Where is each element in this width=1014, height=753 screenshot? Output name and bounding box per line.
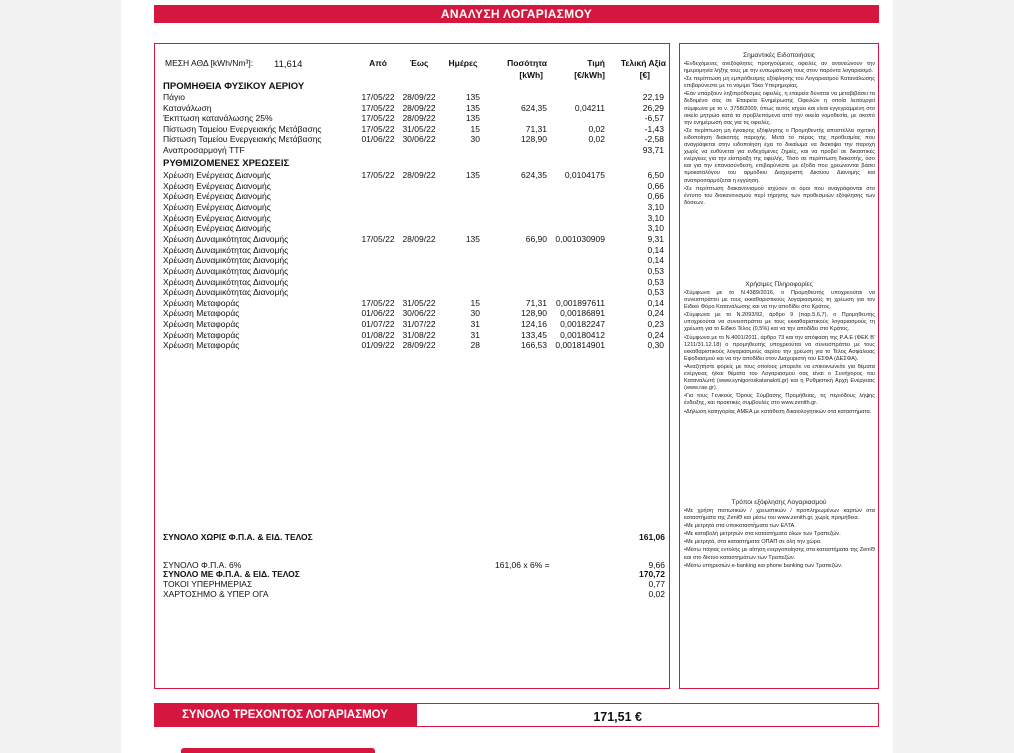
cell-total: 6,50 [647, 170, 664, 180]
info-paragraph: •Σύμφωνα με το Ν.4001/2011, άρθρο 73 και την απόφαση της Ρ.Α.Ε (ΦΕΚ Β' 1211/31.12.18) ο προμηθευτής υποχρεούται να συνεισπράττει με τους εκκαθαριστικούς λογαριασμούς αερίου την χρέωση για το Τέλος Ασφάλειας Εφοδιασμού και να την αποδίδει στον Διαχειριστή του ΕΣΦΑ (ΔΕΣΦΑ). [684, 334, 875, 362]
cell-days: 135 [465, 170, 480, 180]
cell-from: 01/07/22 [361, 319, 395, 330]
cell-desc: Χρέωση Ενέργειας Διανομής [163, 180, 271, 191]
cell-qty: 66,90 [525, 233, 547, 244]
notice-paragraph: •Σε περίπτωση μη εμπρόθεσμης εξόφλησης του Λογαριασμού Κατανάλωσης επιβαρύνεστε με το νόμιμο Τόκο Υπερημερίας. [684, 76, 875, 90]
col-from-header: Από [369, 58, 387, 68]
col-to-header: Έως [409, 58, 429, 68]
vat-calculation: 161,06 x 6% = [495, 560, 550, 570]
vat-value: 9,66 [648, 560, 665, 570]
cell-qty: 128,90 [521, 308, 547, 319]
cell-days: 135 [465, 102, 480, 113]
subtotal-value: 161,06 [639, 532, 665, 542]
cell-qty: 624,35 [521, 102, 547, 113]
bill-page [121, 0, 893, 753]
cell-days: 30 [470, 308, 480, 319]
cell-desc: Χρέωση Μεταφοράς [163, 297, 240, 308]
cell-desc: Χρέωση Μεταφοράς [163, 319, 240, 330]
grand-total-label: ΣΥΝΟΛΟ ΤΡΕΧΟΝΤΟΣ ΛΟΓΑΡΙΑΣΜΟΥ [154, 703, 416, 727]
cell-days: 31 [470, 319, 480, 330]
cell-from: 17/05/22 [361, 113, 395, 124]
cell-qty: 128,90 [521, 134, 547, 145]
cell-days: 28 [470, 340, 480, 351]
stamp-label: ΧΑΡΤΟΣΗΜΟ & ΥΠΕΡ ΟΓΑ [163, 589, 269, 599]
notices-panel [679, 43, 879, 689]
cell-price: 0,0104175 [564, 170, 605, 180]
cell-total: 0,66 [647, 180, 664, 191]
notice-paragraph: •Ενδεχόμενες ανεξόφλητες προηγούμενες οφειλές αν ανανεώνουν την ημερομηνία λήξης τους με την ενσωμάτωσή τους στον παρόντα λογαριασμό. [684, 61, 875, 75]
cell-from: 17/05/22 [361, 123, 395, 134]
cell-total: 0,53 [647, 287, 664, 298]
cell-from: 01/06/22 [361, 308, 395, 319]
cell-desc: Χρέωση Δυναμικότητας Διανομής [163, 287, 289, 298]
charges-panel [154, 43, 670, 689]
cell-days: 15 [470, 123, 480, 134]
interest-label: ΤΟΚΟΙ ΥΠΕΡΗΜΕΡΙΑΣ [163, 579, 253, 589]
payment-paragraph: •Με μετρητά στα υποκαταστήματα των ΕΛΤΑ. [684, 523, 796, 530]
col-total-header: Τελική Αξία [620, 58, 666, 68]
notice-paragraph: •Σε περίπτωση μη έγκαιρης εξόφλησης ο Προμηθευτής αποστέλλει σχετική ειδοποίηση διακοπής παροχής. Μετά το πέρας της προθεσμίας που αναγράφεται στην ειδοποίηση έχει το δικαίωμα να διακόψει την παροχή χωρίς να ευθύνεται για ενδεχόμενες ζημιές, και να προβεί σε δικαστικές ενέργειες για την είσπραξη της οφειλής. Τόσο σε περίπτωση διακοπής, όσο και για την επανασύνδεση, επιβαρύνεστε με έξοδα που χρεώνονται βάσει τιμοκαταλόγου του αρμόδιου Διαχειριστή Δικτύου Διανομής και αναπροσαρμόζεται η εγγύηση. [684, 127, 875, 184]
cell-qty: 71,31 [525, 123, 547, 134]
cell-from: 01/09/22 [361, 340, 395, 351]
regulated-section-title: ΡΥΘΜΙΖΟΜΕΝΕΣ ΧΡΕΩΣΕΙΣ [163, 158, 290, 169]
cell-total: 0,66 [647, 191, 664, 202]
cell-total: 0,24 [647, 329, 664, 340]
cell-to: 31/05/22 [402, 297, 436, 308]
cell-desc: Πάγιο [163, 92, 185, 102]
cell-from: 17/05/22 [361, 92, 395, 102]
info-paragraph: •Για τους Γενικούς Όρους Σύμβασης Προμήθειας, τις περιόδους λήψης ένδειξης, και πρακτικές συμβουλές στο www.zenith.gr. [684, 393, 875, 407]
grand-total-box [416, 703, 879, 727]
cell-price: 0,02 [588, 123, 605, 134]
cell-to: 28/09/22 [402, 113, 436, 124]
cell-from: 17/05/22 [361, 297, 395, 308]
cell-desc: Χρέωση Μεταφοράς [163, 308, 240, 319]
col-days-header: Ημέρες [448, 58, 478, 68]
cell-total: 26,29 [642, 102, 664, 113]
cell-total: -6,57 [644, 113, 664, 124]
vat-label: ΣΥΝΟΛΟ Φ.Π.Α. 6% [163, 560, 242, 570]
subtotal-label: ΣΥΝΟΛΟ ΧΩΡΙΣ Φ.Π.Α. & ΕΙΔ. ΤΕΛΟΣ [163, 532, 313, 542]
total-with-vat-label: ΣΥΝΟΛΟ ΜΕ Φ.Π.Α. & ΕΙΔ. ΤΕΛΟΣ [163, 569, 300, 579]
cell-qty: 71,31 [525, 297, 547, 308]
col-qty-unit: [kWh] [519, 70, 543, 80]
cell-from: 17/05/22 [361, 233, 395, 244]
cell-desc: Χρέωση Ενέργειας Διανομής [163, 212, 271, 223]
payment-paragraph: •Με μετρητά, στα καταστήματα ΟΠΑΠ σε όλη την χώρα. [684, 539, 822, 546]
pcs-value: 11,614 [274, 59, 303, 70]
cell-price: 0,00182247 [560, 319, 605, 330]
cell-from: 01/06/22 [361, 134, 395, 145]
cell-to: 28/09/22 [402, 102, 436, 113]
important-notices-text [684, 61, 875, 208]
col-qty-header: Ποσότητα [507, 58, 547, 68]
cell-qty: 166,53 [521, 340, 547, 351]
cell-qty: 624,35 [521, 170, 547, 180]
cell-desc: Έκπτωση κατανάλωσης 25% [163, 113, 273, 124]
cell-total: 0,23 [647, 319, 664, 330]
cell-desc: Αναπροσαρμογή TTF [163, 145, 245, 155]
cell-total: 0,14 [647, 297, 664, 308]
cell-price: 0,001030909 [555, 233, 605, 244]
cell-to: 28/09/22 [402, 92, 436, 102]
info-paragraph: •Σύμφωνα με το Ν.2093/92, άρθρο 9 (παρ.5,6,7), ο Προμηθευτής υποχρεούται να συνεισπράττει με τους εκκαθαριστικούς λογαριασμούς τη χρέωση για το Ειδικό Τέλος (0,5%) και να την αποδίδει στο Κράτος. [684, 312, 875, 333]
cell-total: -2,58 [644, 134, 664, 145]
cell-qty: 133,45 [521, 329, 547, 340]
cell-price: 0,00180412 [560, 329, 605, 340]
bill-analysis-title: ΑΝΑΛΥΣΗ ΛΟΓΑΡΙΑΣΜΟΥ [154, 5, 879, 23]
cell-desc: Χρέωση Ενέργειας Διανομής [163, 223, 271, 234]
cell-to: 31/05/22 [402, 123, 436, 134]
useful-info-text [684, 290, 875, 417]
cell-days: 135 [465, 113, 480, 124]
cell-desc: Χρέωση Δυναμικότητας Διανομής [163, 265, 289, 276]
grand-total-value: 171,51 € [593, 710, 642, 724]
payment-paragraph: •Μέσω υπηρεσιών e-banking και phone banking των Τραπεζών. [684, 562, 843, 569]
cell-to: 31/07/22 [402, 319, 436, 330]
notice-paragraph: •Σε περίπτωση διακανονισμού ισχύουν οι όροι που αναγράφονται στο έντυπο του διακανονισμού περί τήρησης των προθεσμιών εξόφλησης των δόσεων. [684, 185, 875, 206]
col-price-unit: [€/kWh] [574, 70, 605, 80]
cell-total: 0,24 [647, 308, 664, 319]
info-paragraph: •Δήλωση κατηγορίας ΑΜΕΑ με κατάθεση δικαιολογητικών στα καταστήματα. [684, 408, 872, 415]
cell-price: 0,02 [588, 134, 605, 145]
pcs-label: ΜΕΣΗ ΑΘΔ [kWh/Nm³]: [165, 58, 254, 68]
cell-days: 31 [470, 329, 480, 340]
cell-to: 30/06/22 [402, 134, 436, 145]
cell-total: 0,53 [647, 265, 664, 276]
cell-desc: Χρέωση Δυναμικότητας Διανομής [163, 244, 289, 255]
cell-total: 22,19 [642, 92, 664, 102]
cell-to: 28/09/22 [402, 340, 436, 351]
cell-days: 135 [465, 233, 480, 244]
payment-paragraph: •Μέσω πάγιας εντολής με αίτηση ενεργοποίησης στα καταστήματα της ΖeniΘ και στο δίκτυο καταστημάτων των Τραπεζών. [684, 547, 875, 561]
supply-section-title: ΠΡΟΜΗΘΕΙΑ ΦΥΣΙΚΟΥ ΑΕΡΙΟΥ [163, 81, 305, 92]
cell-total: 93,71 [642, 145, 664, 155]
info-paragraph: •Σύμφωνα με το Ν.4389/2016, ο Προμηθευτής υποχρεούται να συνεισπράττει με τους εκκαθαριστικούς λογαριασμούς τη χρέωση για τον Ειδικό Φόρο Κατανάλωσης και να την αποδίδει στο Κράτος. [684, 290, 875, 311]
cell-to: 28/09/22 [402, 233, 436, 244]
cell-desc: Χρέωση Μεταφοράς [163, 329, 240, 340]
cell-total: 9,31 [647, 233, 664, 244]
cell-days: 30 [470, 134, 480, 145]
cell-from: 17/05/22 [361, 170, 395, 180]
stamp-value: 0,02 [648, 589, 665, 599]
cell-total: 0,30 [647, 340, 664, 351]
payment-paragraph: •Με χρήση πιστωτικών / χρεωστικών / προπληρωμένων καρτών στα καταστήματα της ΖeniΘ και μέσω του www.zenith.gr, χωρίς προμήθεια. [684, 508, 875, 522]
cell-qty: 124,16 [521, 319, 547, 330]
col-price-header: Τιμή [587, 58, 605, 68]
next-section-tab [181, 748, 375, 753]
cell-desc: Χρέωση Δυναμικότητας Διανομής [163, 233, 289, 244]
cell-price: 0,001814901 [555, 340, 605, 351]
col-total-unit: [€] [639, 70, 650, 80]
cell-from: 17/05/22 [361, 102, 395, 113]
cell-to: 28/09/22 [402, 170, 436, 180]
useful-info-title: Χρήσιμες Πληροφορίες [745, 281, 813, 288]
important-notices-title: Σημαντικές Ειδοποιήσεις [743, 52, 815, 59]
cell-to: 31/08/22 [402, 329, 436, 340]
cell-desc: Χρέωση Δυναμικότητας Διανομής [163, 255, 289, 266]
cell-total: 0,53 [647, 276, 664, 287]
cell-total: 0,14 [647, 244, 664, 255]
cell-desc: Πίστωση Ταμείου Ενεργειακής Μετάβασης [163, 134, 322, 145]
cell-desc: Χρέωση Ενέργειας Διανομής [163, 191, 271, 202]
cell-price: 0,001897611 [555, 297, 605, 308]
cell-days: 15 [470, 297, 480, 308]
cell-desc: Χρέωση Μεταφοράς [163, 340, 240, 351]
notice-paragraph: •Εάν υπάρξουν ληξιπρόθεσμες οφειλές, η εταιρεία δύναται να μεταβιβάσει τα δεδομένα σας σε Εταιρεία Ενημέρωσης Οφειλών η οποία λειτουργεί σύμφωνα με το ν. 3758/2009, όπως αυτός ισχύει και είναι εγγεγραμμένη στο οικείο μητρώο κατά τα προβλεπόμενα από την οικεία νομοθεσία, με σκοπό την ενημέρωσή σας για τις οφειλές. [684, 91, 875, 126]
cell-total: 3,10 [647, 201, 664, 212]
cell-total: 0,14 [647, 255, 664, 266]
payment-methods-title: Τρόποι εξόφλησης Λογαριασμού [731, 499, 827, 506]
info-paragraph: •Αναζητήστε φορείς με τους οποίους μπορείτε να επικοινωνείτε για θέματα ενέργειας ή/και θέματα του Λογαριασμού σας είναι ο Συνήγορος του Καταναλωτή (www.synigoroskatanaloti.gr) και η Ρυθμιστική Αρχή Ενέργειας (www.rae.gr). [684, 363, 875, 392]
cell-desc: Κατανάλωση [163, 102, 212, 113]
payment-paragraph: •Με καταβολή μετρητών στα καταστήματα όλων των Τραπεζών. [684, 531, 841, 538]
cell-desc: Χρέωση Ενέργειας Διανομής [163, 201, 271, 212]
cell-total: 3,10 [647, 223, 664, 234]
cell-price: 0,04211 [574, 102, 605, 113]
cell-total: 3,10 [647, 212, 664, 223]
interest-value: 0,77 [648, 579, 665, 589]
cell-desc: Χρέωση Ενέργειας Διανομής [163, 170, 271, 180]
cell-total: -1,43 [644, 123, 664, 134]
cell-from: 01/08/22 [361, 329, 395, 340]
cell-price: 0,00186891 [560, 308, 605, 319]
payment-methods-text [684, 508, 875, 571]
total-with-vat-value: 170,72 [639, 569, 665, 579]
cell-desc: Χρέωση Δυναμικότητας Διανομής [163, 276, 289, 287]
cell-days: 135 [465, 92, 480, 102]
cell-desc: Πίστωση Ταμείου Ενεργειακής Μετάβασης [163, 123, 322, 134]
cell-to: 30/06/22 [402, 308, 436, 319]
